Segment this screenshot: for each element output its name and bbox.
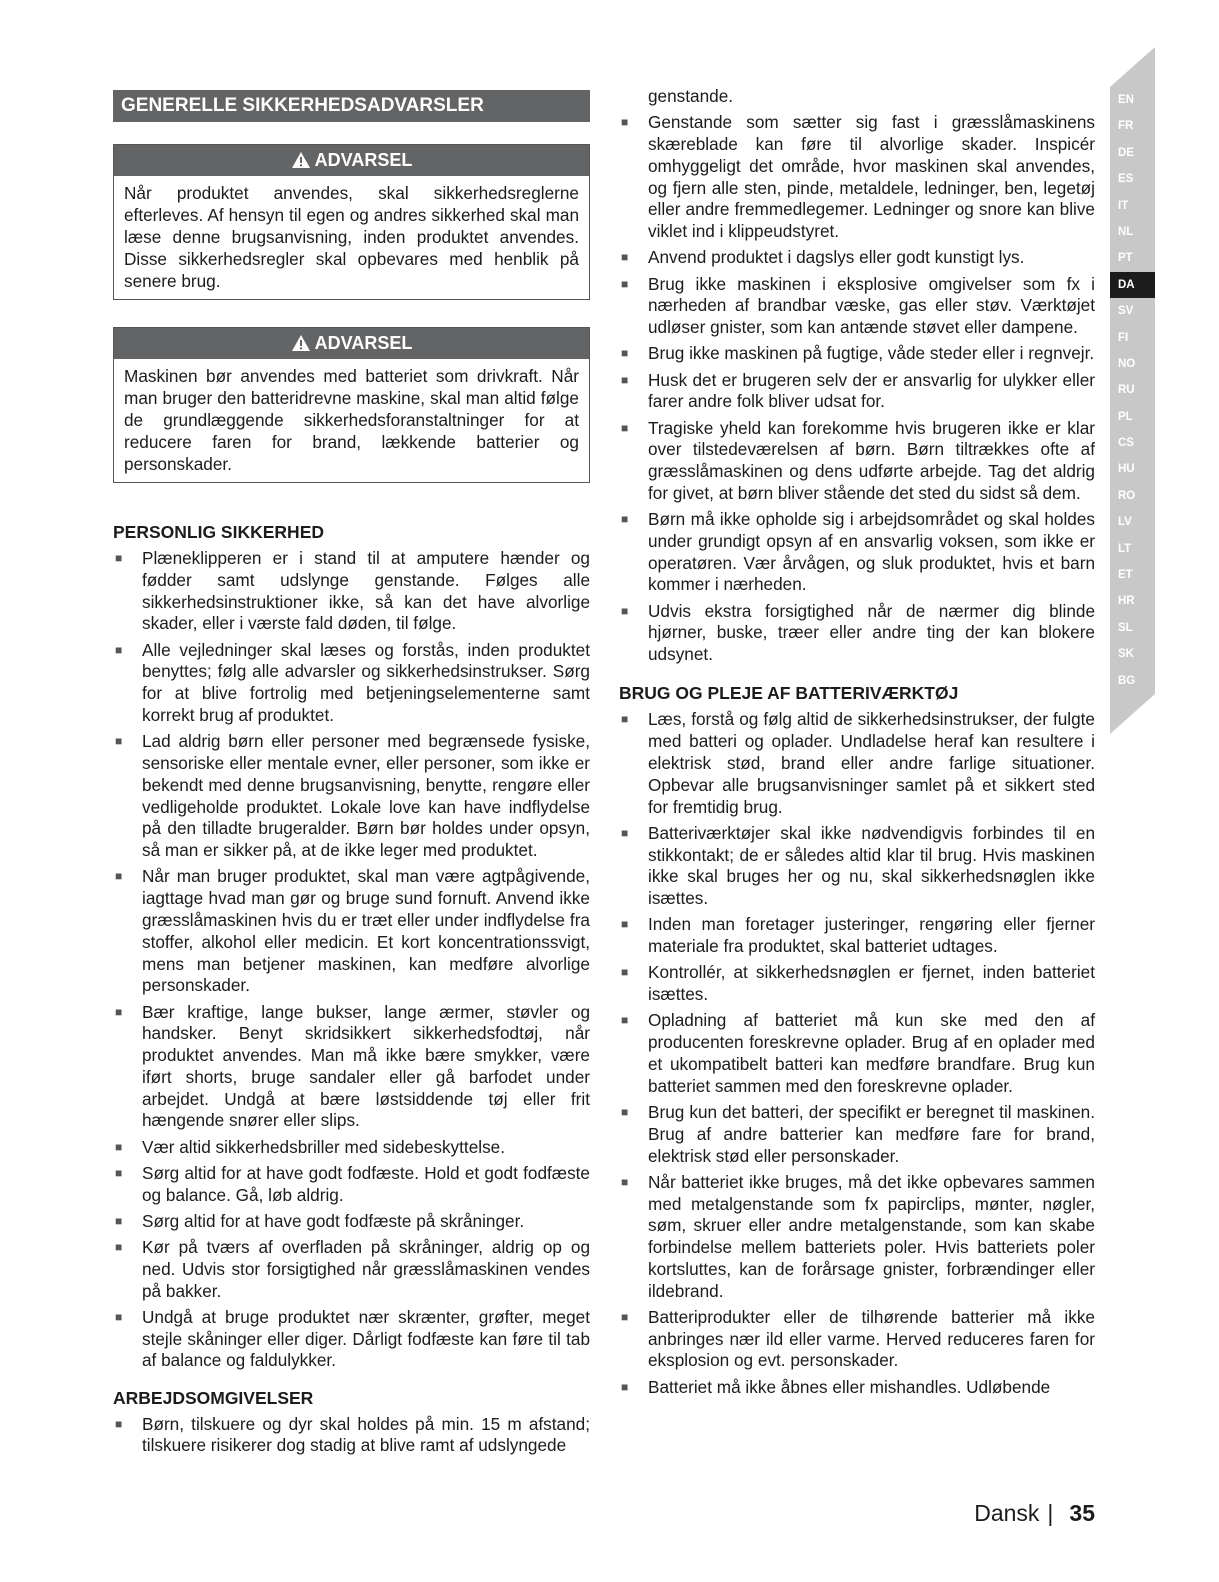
language-tab-lv: LV <box>1110 509 1155 535</box>
list-item <box>619 247 1095 269</box>
warning-box-1 <box>113 144 590 300</box>
list-item <box>619 509 1095 596</box>
list-item-text: Kør på tværs af overfladen på skråninger, aldrig op og ned. Udvis stor forsigtighed når græsslåmaskinen vendes på bakker. <box>142 1237 590 1301</box>
bullet-square-icon: ■ <box>115 1004 123 1019</box>
work-environment-list <box>113 1414 590 1458</box>
bullet-square-icon: ■ <box>621 917 629 932</box>
list-item <box>619 343 1095 365</box>
warning-triangle-icon <box>291 334 311 352</box>
list-item-text: Når man bruger produktet, skal man være agtpågivende, iagttage hvad man gør og bruge sund fornuft. Anvend ikke græsslåmaskinen hvis du er træt eller under indflydelse fra stoffer, alkohol eller medicin. Et kort koncentrationssvigt, mens man betjener maskinen, kan medføre alvorlige personskader. <box>142 866 590 996</box>
bullet-square-icon: ■ <box>621 372 629 387</box>
bullet-square-icon: ■ <box>115 1309 123 1324</box>
bullet-square-icon: ■ <box>621 420 629 435</box>
list-item <box>619 1172 1095 1303</box>
list-item-text: Batteriprodukter eller de tilhørende batterier må ikke anbringes nær ild eller varme. Herved reduceres faren for eksplosion og evt. personskader. <box>648 1306 1095 1371</box>
language-tab-nl: NL <box>1110 219 1155 245</box>
language-tab-et: ET <box>1110 562 1155 588</box>
list-item <box>113 1163 590 1207</box>
language-tab-hr: HR <box>1110 588 1155 614</box>
work-environment-list-continued <box>619 112 1095 666</box>
list-item-text: Husk det er brugeren selv der er ansvarlig for ulykker eller farer andre folk bliver udsat for. <box>648 369 1095 412</box>
bullet-square-icon: ■ <box>115 869 123 884</box>
language-tab-de: DE <box>1110 140 1155 166</box>
bullet-square-icon: ■ <box>621 1309 629 1324</box>
list-item <box>113 1137 590 1159</box>
footer-language: Dansk <box>974 1500 1040 1526</box>
bullet-square-icon: ■ <box>621 276 629 291</box>
list-item-text: Inden man foretager justeringer, rengøring eller fjerner materiale fra produktet, skal batteriet udtages. <box>648 914 1095 957</box>
personal-safety-list <box>113 548 590 1372</box>
list-item-text: Sørg altid for at have godt fodfæste. Hold et godt fodfæste og balance. Gå, løb aldrig. <box>142 1162 590 1205</box>
language-tab-strip <box>1110 47 1155 734</box>
list-item <box>619 112 1095 243</box>
list-item <box>619 914 1095 958</box>
list-item-text: Batteriet må ikke åbnes eller mishandles. Udløbende <box>648 1376 1051 1397</box>
right-column <box>619 86 1095 1403</box>
bullet-square-icon: ■ <box>621 250 629 265</box>
bullet-square-icon: ■ <box>115 1213 123 1228</box>
bullet-square-icon: ■ <box>621 825 629 840</box>
list-item <box>113 1211 590 1233</box>
list-item <box>619 370 1095 414</box>
list-item-text: Børn, tilskuere og dyr skal holdes på min. 15 m afstand; tilskuere risikerer dog stadig at blive ramt af udslyngede <box>142 1413 590 1456</box>
left-column <box>113 90 590 1462</box>
continued-text: genstande. <box>648 86 734 106</box>
list-item-text: Læs, forstå og følg altid de sikkerhedsinstrukser, der fulgte med batteri og oplader. Undladelse heraf kan resultere i elektrisk stød, brand eller andre farlige situationer. Opbevar alle brugsanvisninger samlet på et sikkert sted for fremtidig brug. <box>648 709 1095 817</box>
list-item <box>619 1307 1095 1372</box>
list-item <box>619 1102 1095 1167</box>
language-tab-sl: SL <box>1110 615 1155 641</box>
list-item <box>113 1414 590 1458</box>
list-item <box>113 1307 590 1372</box>
bullet-square-icon: ■ <box>115 1416 123 1431</box>
bullet-square-icon: ■ <box>621 965 629 980</box>
list-item <box>619 823 1095 910</box>
list-item <box>619 601 1095 666</box>
bullet-square-icon: ■ <box>115 642 123 657</box>
language-tab-it: IT <box>1110 193 1155 219</box>
bullet-square-icon: ■ <box>621 712 629 727</box>
bullet-square-icon: ■ <box>621 346 629 361</box>
list-item <box>619 274 1095 339</box>
bullet-square-icon: ■ <box>621 1174 629 1189</box>
list-item-text: Plæneklipperen er i stand til at amputere hænder og fødder samt udslynge genstande. Følges alle sikkerhedsinstruktioner ikke, så kan det have alvorlige skader, eller i værste fald døden, til følge. <box>142 548 590 634</box>
list-item <box>113 1237 590 1302</box>
language-tab-bg: BG <box>1110 668 1155 694</box>
language-tab-pl: PL <box>1110 404 1155 430</box>
battery-care-list <box>619 709 1095 1398</box>
warning-header <box>114 145 589 176</box>
warning-text: Når produktet anvendes, skal sikkerhedsreglerne efterleves. Af hensyn til egen og andres sikkerhed skal man læse denne brugsanvisning, inden produktet anvendes. Disse sikkerhedsregler skal opbevares med henblik på senere brug. <box>124 183 579 291</box>
list-item-text: Sørg altid for at have godt fodfæste på skråninger. <box>142 1210 525 1231</box>
bullet-square-icon: ■ <box>621 1013 629 1028</box>
list-item-text: Bær kraftige, lange bukser, lange ærmer, støvler og handsker. Benyt skridsikkert sikkerhedsfodtøj, når produktet anvendes. Man må ikke bære smykker, være iført shorts, bruge sandaler eller gå barfodet under arbejdet. Undgå at bære løstsiddende tøj eller frit hængende snører eller slips. <box>142 1001 590 1131</box>
list-item-text: Anvend produktet i dagslys eller godt kunstigt lys. <box>648 247 1025 268</box>
language-tab-lt: LT <box>1110 536 1155 562</box>
warning-title: ADVARSEL <box>314 333 413 353</box>
list-item-text: Undgå at bruge produktet nær skrænter, grøfter, meget stejle skåninger eller diger. Dårligt fodfæste kan føre til tab af balance og faldulykker. <box>142 1306 590 1371</box>
language-tab-ru: RU <box>1110 377 1155 403</box>
list-item <box>113 548 590 635</box>
list-item-text: Brug ikke maskinen på fugtige, våde steder eller i regnvejr. <box>648 343 1095 364</box>
list-item <box>619 1377 1095 1399</box>
language-tab-no: NO <box>1110 351 1155 377</box>
list-item <box>113 640 590 727</box>
bullet-square-icon: ■ <box>115 734 123 749</box>
bullet-square-icon: ■ <box>621 1104 629 1119</box>
bullet-square-icon: ■ <box>115 1165 123 1180</box>
bullet-square-icon: ■ <box>621 1379 629 1394</box>
list-item-text: Alle vejledninger skal læses og forstås, inden produktet benyttes; følg alle advarsler og sikkerhedsinstrukser. Sørg for at blive fortrolig med betjeningselementerne samt korrekt brug af produktet. <box>142 639 590 725</box>
language-tab-ro: RO <box>1110 483 1155 509</box>
bullet-square-icon: ■ <box>115 1139 123 1154</box>
work-environment-heading: ARBEJDSOMGIVELSER <box>113 1387 314 1408</box>
warning-header <box>114 328 589 359</box>
list-item-text: Batteriværktøjer skal ikke nødvendigvis forbindes til en stikkontakt; de er således altid klar til brug. Hvis maskinen ikke skal bruges her og nu, skal sikkerhedsnøglen ikke isættes. <box>648 822 1095 909</box>
list-item-text: Brug ikke maskinen i eksplosive omgivelser som fx i nærheden af brandbar væske, gas eller støv. Værktøjet udløser gnister, som kan antænde støvet eller dampene. <box>648 273 1095 338</box>
list-item <box>113 866 590 997</box>
list-item-text: Kontrollér, at sikkerhedsnøglen er fjernet, inden batteriet isættes. <box>648 962 1095 1005</box>
list-item <box>619 962 1095 1006</box>
battery-care-heading: BRUG OG PLEJE AF BATTERIVÆRKTØJ <box>619 683 959 704</box>
list-item-text: Tragiske yheld kan forekomme hvis brugeren ikke er klar over tilstedeværelsen af børn. Børn tiltrækkes ofte af græsslåmaskinen og dens udførte arbejde. Tag det aldrig for givet, at børn bliver stående det sted du sidst så dem. <box>648 417 1095 503</box>
language-tab-pt: PT <box>1110 245 1155 271</box>
bullet-square-icon: ■ <box>115 551 123 565</box>
list-item <box>619 1010 1095 1097</box>
language-tab-fr: FR <box>1110 113 1155 139</box>
list-item-text: Når batteriet ikke bruges, må det ikke opbevares sammen med metalgenstande som fx papirclips, mønter, nøgler, søm, skruer eller andre metalgenstande, som kan skabe forbindelse mellem batteriets poler. Hvis batteriets poler kortsluttes, kan de forårsage gnister, forbrændinger eller ildebrand. <box>648 1171 1095 1301</box>
bullet-square-icon: ■ <box>115 1240 123 1255</box>
page-number: 35 <box>1069 1500 1095 1526</box>
list-item <box>113 731 590 862</box>
bullet-square-icon: ■ <box>621 115 629 130</box>
footer-separator: | <box>1047 1500 1054 1526</box>
list-item-text: Vær altid sikkerhedsbriller med sidebeskyttelse. <box>142 1136 505 1157</box>
warning-title: ADVARSEL <box>314 150 413 170</box>
bullet-square-icon: ■ <box>621 603 629 618</box>
list-item-text: Lad aldrig børn eller personer med begrænsede fysiske, sensoriske eller mentale evner, eller personer, som ikke er bekendt med denne brugsanvisning, benytte, rengøre eller vedligeholde produktet. Lokale love kan have indflydelse på den tilladte brugeralder. Børn bør holdes under opsyn, så man er sikker på, at de ikke leger med produktet. <box>142 731 590 861</box>
language-tab-list <box>1110 87 1155 694</box>
list-item-text: Udvis ekstra forsigtighed når de nærmer dig blinde hjørner, buske, træer eller andre ting der kan blokere udsynet. <box>648 600 1095 665</box>
language-tab-sk: SK <box>1110 641 1155 667</box>
warning-text: Maskinen bør anvendes med batteriet som drivkraft. Når man bruger den batteridrevne maskine, skal man altid følge de grundlæggende sikkerhedsforanstaltninger for at reducere faren for brand, lækkende batterier og personskader. <box>124 366 579 474</box>
warning-box-2 <box>113 327 590 483</box>
personal-safety-heading: PERSONLIG SIKKERHED <box>113 522 324 542</box>
list-item-text: Brug kun det batteri, der specifikt er beregnet til maskinen. Brug af andre batterier kan medføre fare for brand, elektrisk stød eller personskader. <box>648 1101 1095 1166</box>
language-tab-es: ES <box>1110 166 1155 192</box>
language-tab-sv: SV <box>1110 298 1155 324</box>
page-footer <box>974 1500 1095 1527</box>
list-item-text: Genstande som sætter sig fast i græsslåmaskinens skæreblade kan føre til alvorlige skader. Inspicér omhyggeligt det område, hvor maskinen skal anvendes, og fjern alle sten, pinde, metaldele, ledninger, ben, legetøj eller andre fremmedlegemer. Ledninger og snore kan blive viklet ind i klippeudstyret. <box>648 112 1095 242</box>
language-tab-hu: HU <box>1110 456 1155 482</box>
list-item-text: Børn må ikke opholde sig i arbejdsområdet og skal holdes under grundigt opsyn af en ansvarlig voksen, som ikke er operatøren. Vær årvågen, og sluk produktet, hvis et barn kommer i nærheden. <box>648 509 1095 595</box>
bullet-square-icon: ■ <box>621 512 629 527</box>
tab-strip-top-corner <box>1110 47 1155 87</box>
warning-triangle-icon <box>291 151 311 169</box>
language-tab-fi: FI <box>1110 325 1155 351</box>
section-title: GENERELLE SIKKERHEDSADVARSLER <box>113 90 590 122</box>
list-item <box>619 418 1095 505</box>
language-tab-cs: CS <box>1110 430 1155 456</box>
tab-strip-bottom-corner <box>1110 694 1155 734</box>
list-item <box>113 1002 590 1133</box>
language-tab-en: EN <box>1110 87 1155 113</box>
list-item-text: Opladning af batteriet må kun ske med den af producenten foreskrevne oplader. Brug af en oplader med et ukompatibelt batteri kan medføre brandfare. Brug kun batteriet sammen med den foreskrevne oplader. <box>648 1010 1095 1096</box>
language-tab-da: DA <box>1110 272 1155 298</box>
list-item <box>619 709 1095 818</box>
